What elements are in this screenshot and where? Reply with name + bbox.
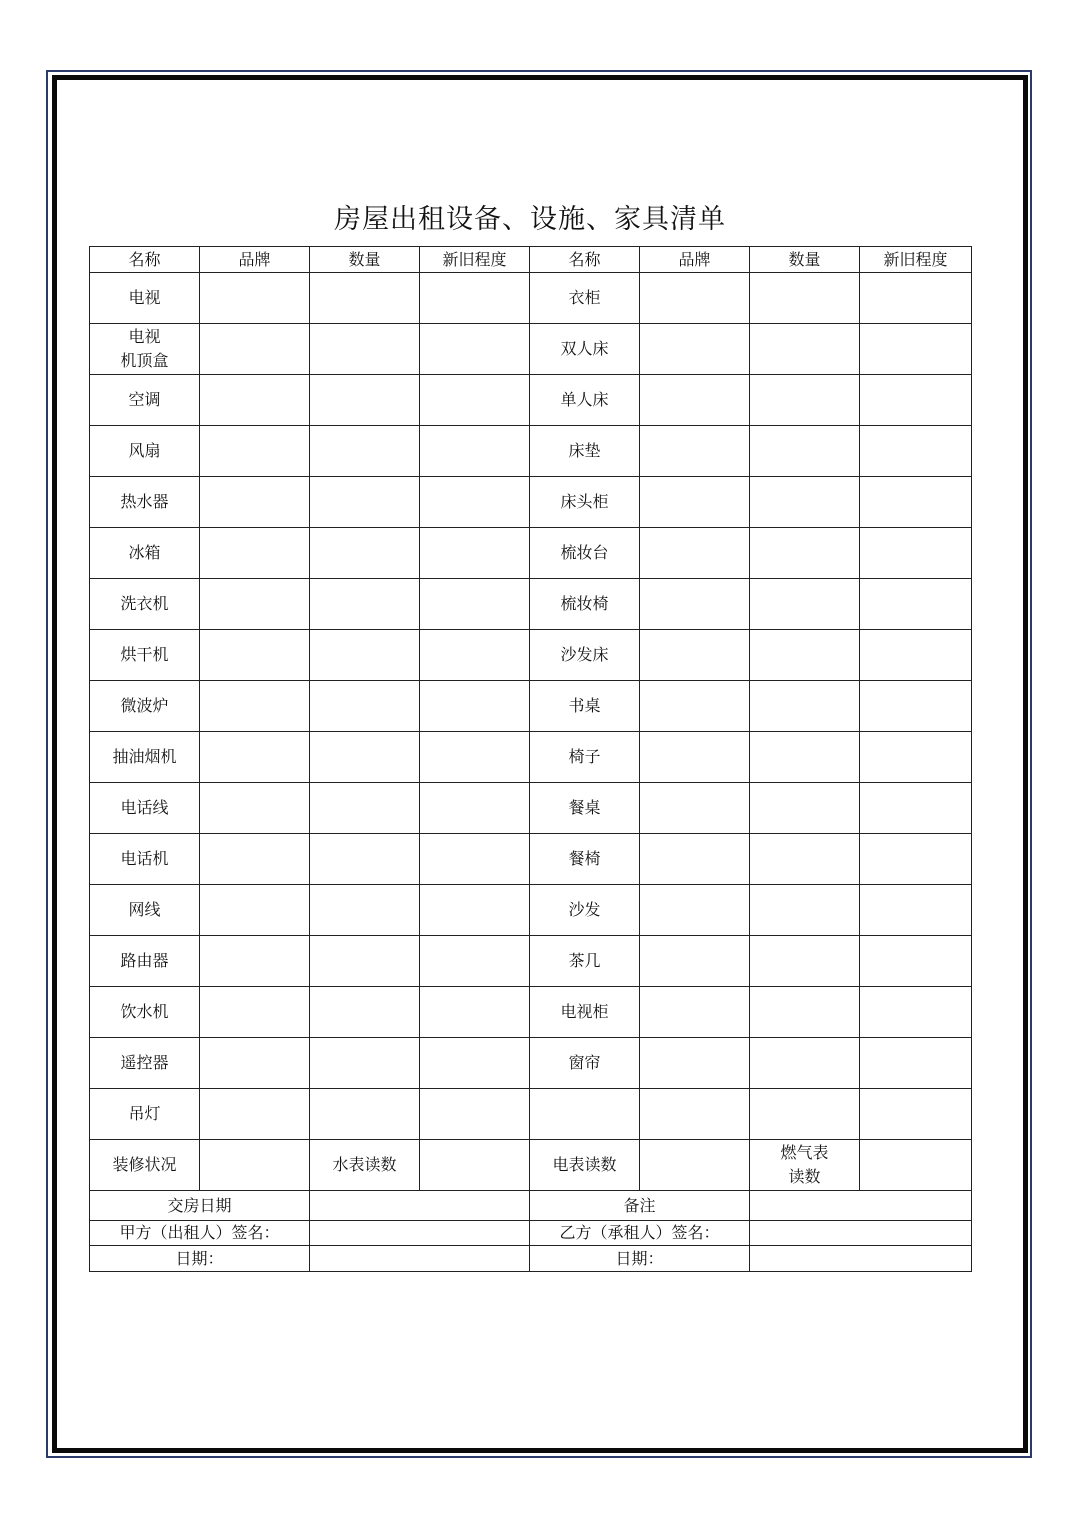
item-name-right: 梳妆台 [530,528,640,579]
item-name-left: 电话线 [90,783,200,834]
gas-meter-label-line2: 读数 [788,1167,821,1186]
item-name-left: 洗衣机 [90,579,200,630]
item-name-left: 吊灯 [90,1089,200,1140]
item-name-right: 餐桌 [530,783,640,834]
table-row [90,426,972,477]
brand-cell[interactable] [200,885,310,936]
condition-cell[interactable] [420,579,530,630]
party-a-date-cell[interactable] [310,1246,530,1272]
meter-row [90,1140,972,1191]
brand-cell[interactable] [640,1038,750,1089]
decoration-value-cell[interactable] [200,1140,310,1191]
quantity-cell[interactable] [750,681,860,732]
brand-cell[interactable] [640,936,750,987]
brand-cell[interactable] [640,273,750,324]
quantity-cell[interactable] [310,528,420,579]
item-name-right: 梳妆椅 [530,579,640,630]
condition-cell[interactable] [420,477,530,528]
condition-cell[interactable] [860,732,972,783]
handover-row [90,1191,972,1221]
condition-cell[interactable] [860,477,972,528]
condition-cell[interactable] [860,834,972,885]
page-title: 房屋出租设备、设施、家具清单 [334,204,726,235]
condition-cell[interactable] [420,375,530,426]
condition-cell[interactable] [860,681,972,732]
item-name-right: 电视柜 [530,987,640,1038]
brand-cell[interactable] [640,630,750,681]
brand-cell[interactable] [640,375,750,426]
brand-cell[interactable] [200,426,310,477]
item-name-right: 沙发 [530,885,640,936]
condition-cell[interactable] [860,528,972,579]
item-name-left: 电话机 [90,834,200,885]
condition-cell[interactable] [860,579,972,630]
condition-cell[interactable] [420,528,530,579]
condition-cell[interactable] [420,732,530,783]
brand-cell[interactable] [200,783,310,834]
condition-cell[interactable] [420,885,530,936]
header-name: 名称 [90,247,200,273]
item-name-left: 烘干机 [90,630,200,681]
brand-cell[interactable] [640,1089,750,1140]
condition-cell[interactable] [860,324,972,375]
condition-cell[interactable] [860,426,972,477]
item-name-right: 床垫 [530,426,640,477]
brand-cell[interactable] [200,834,310,885]
water-meter-label: 水表读数 [310,1140,420,1191]
item-name-left [90,324,200,375]
brand-cell[interactable] [640,579,750,630]
header-brand: 品牌 [200,247,310,273]
condition-cell[interactable] [420,324,530,375]
quantity-cell[interactable] [750,987,860,1038]
brand-cell[interactable] [640,987,750,1038]
brand-cell[interactable] [200,1038,310,1089]
quantity-cell[interactable] [750,936,860,987]
brand-cell[interactable] [640,477,750,528]
condition-cell[interactable] [420,426,530,477]
table-row [90,375,972,426]
party-b-date-cell[interactable] [750,1246,972,1272]
condition-cell[interactable] [420,987,530,1038]
brand-cell[interactable] [640,834,750,885]
item-name-left: 电视 [90,273,200,324]
brand-cell[interactable] [200,477,310,528]
table-row [90,324,972,375]
sign-date-row [90,1246,972,1272]
brand-cell[interactable] [640,783,750,834]
quantity-cell[interactable] [310,630,420,681]
brand-cell[interactable] [200,630,310,681]
gas-meter-label-line1: 燃气表 [780,1143,829,1162]
condition-cell[interactable] [420,1089,530,1140]
condition-cell[interactable] [420,681,530,732]
brand-cell[interactable] [200,681,310,732]
item-name-right: 窗帘 [530,1038,640,1089]
quantity-cell[interactable] [310,885,420,936]
party-b-date-label: 日期： [530,1246,750,1272]
gas-meter-label [750,1140,860,1191]
item-name-right: 衣柜 [530,273,640,324]
table-row [90,273,972,324]
condition-cell[interactable] [860,630,972,681]
item-name-left: 冰箱 [90,528,200,579]
quantity-cell[interactable] [310,375,420,426]
table-row [90,783,972,834]
quantity-cell[interactable] [310,426,420,477]
item-name-left: 饮水机 [90,987,200,1038]
quantity-cell[interactable] [750,885,860,936]
signature-row [90,1221,972,1246]
quantity-cell[interactable] [750,426,860,477]
quantity-cell[interactable] [750,477,860,528]
quantity-cell[interactable] [310,1038,420,1089]
condition-cell[interactable] [860,885,972,936]
brand-cell[interactable] [200,375,310,426]
quantity-cell[interactable] [750,579,860,630]
condition-cell[interactable] [860,987,972,1038]
table-row [90,885,972,936]
brand-cell[interactable] [200,1089,310,1140]
party-b-signature-label: 乙方（承租人）签名： [530,1221,750,1246]
quantity-cell[interactable] [310,579,420,630]
table-row [90,834,972,885]
quantity-cell[interactable] [750,783,860,834]
table-row [90,1038,972,1089]
item-name-right: 沙发床 [530,630,640,681]
quantity-cell[interactable] [750,630,860,681]
condition-cell[interactable] [420,936,530,987]
table-row [90,477,972,528]
condition-cell[interactable] [420,1038,530,1089]
quantity-cell[interactable] [750,1089,860,1140]
quantity-cell[interactable] [310,681,420,732]
header-condition: 新旧程度 [420,247,530,273]
remarks-label: 备注 [530,1191,750,1221]
brand-cell[interactable] [200,579,310,630]
table-row [90,987,972,1038]
item-name-right: 单人床 [530,375,640,426]
item-name-right: 双人床 [530,324,640,375]
handover-date-value-cell[interactable] [310,1191,530,1221]
brand-cell[interactable] [200,528,310,579]
item-name-right [530,1089,640,1140]
table-row [90,681,972,732]
table-row [90,579,972,630]
condition-cell[interactable] [420,273,530,324]
brand-cell[interactable] [640,681,750,732]
inventory-table [89,246,972,1272]
quantity-cell[interactable] [750,834,860,885]
brand-cell[interactable] [200,987,310,1038]
item-name-left: 热水器 [90,477,200,528]
condition-cell[interactable] [860,273,972,324]
table-row [90,630,972,681]
table-row [90,936,972,987]
item-name-right: 茶几 [530,936,640,987]
water-meter-value-cell[interactable] [420,1140,530,1191]
remarks-value-cell[interactable] [750,1191,972,1221]
brand-cell[interactable] [640,528,750,579]
brand-cell[interactable] [640,426,750,477]
handover-date-label: 交房日期 [90,1191,310,1221]
item-name-left: 路由器 [90,936,200,987]
condition-cell[interactable] [860,375,972,426]
brand-cell[interactable] [640,885,750,936]
condition-cell[interactable] [860,783,972,834]
item-name-line: 电视 [128,327,161,346]
decoration-label: 装修状况 [90,1140,200,1191]
condition-cell[interactable] [420,630,530,681]
party-b-signature-cell[interactable] [750,1221,972,1246]
header-name: 名称 [530,247,640,273]
item-name-line: 机顶盒 [120,351,169,370]
header-quantity: 数量 [750,247,860,273]
item-name-right: 餐椅 [530,834,640,885]
header-quantity: 数量 [310,247,420,273]
item-name-left: 微波炉 [90,681,200,732]
brand-cell[interactable] [640,732,750,783]
condition-cell[interactable] [860,1038,972,1089]
party-a-date-label: 日期： [90,1246,310,1272]
quantity-cell[interactable] [310,936,420,987]
condition-cell[interactable] [420,834,530,885]
item-name-right: 床头柜 [530,477,640,528]
quantity-cell[interactable] [310,324,420,375]
quantity-cell[interactable] [750,528,860,579]
quantity-cell[interactable] [310,834,420,885]
header-brand: 品牌 [640,247,750,273]
quantity-cell[interactable] [310,273,420,324]
brand-cell[interactable] [200,732,310,783]
condition-cell[interactable] [860,1089,972,1140]
quantity-cell[interactable] [310,732,420,783]
brand-cell[interactable] [200,324,310,375]
condition-cell[interactable] [860,936,972,987]
electric-meter-value-cell[interactable] [640,1140,750,1191]
quantity-cell[interactable] [750,273,860,324]
item-name-right: 椅子 [530,732,640,783]
condition-cell[interactable] [420,783,530,834]
brand-cell[interactable] [640,324,750,375]
item-name-left: 网线 [90,885,200,936]
item-name-left: 风扇 [90,426,200,477]
header-row [90,247,972,273]
quantity-cell[interactable] [310,477,420,528]
quantity-cell[interactable] [750,732,860,783]
header-condition: 新旧程度 [860,247,972,273]
gas-meter-value-cell[interactable] [860,1140,972,1191]
item-name-left: 抽油烟机 [90,732,200,783]
item-name-right: 书桌 [530,681,640,732]
quantity-cell[interactable] [310,987,420,1038]
electric-meter-label: 电表读数 [530,1140,640,1191]
quantity-cell[interactable] [750,324,860,375]
table-row [90,528,972,579]
brand-cell[interactable] [200,936,310,987]
quantity-cell[interactable] [750,1038,860,1089]
brand-cell[interactable] [200,273,310,324]
quantity-cell[interactable] [310,1089,420,1140]
quantity-cell[interactable] [750,375,860,426]
table-row [90,1089,972,1140]
item-name-left: 空调 [90,375,200,426]
party-a-signature-cell[interactable] [310,1221,530,1246]
table-row [90,732,972,783]
party-a-signature-label: 甲方（出租人）签名： [90,1221,310,1246]
item-name-left: 遥控器 [90,1038,200,1089]
quantity-cell[interactable] [310,783,420,834]
